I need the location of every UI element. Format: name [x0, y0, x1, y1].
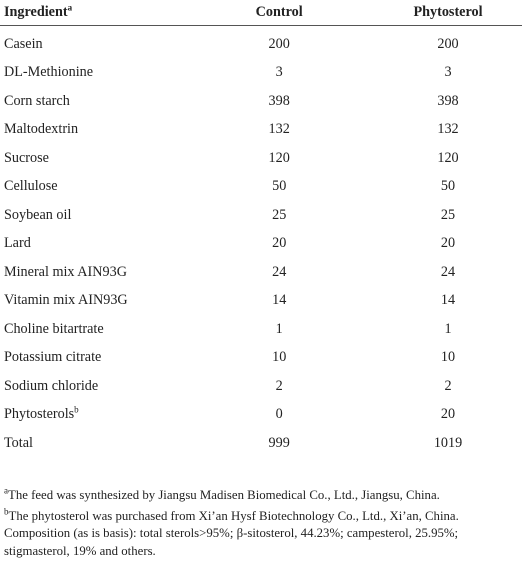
ingredient-name: Maltodextrin — [4, 121, 79, 138]
control-value: 200 — [268, 35, 290, 52]
phytosterol-value: 120 — [437, 149, 459, 166]
phytosterol-value: 398 — [437, 92, 459, 109]
table-row — [0, 144, 522, 173]
table-row — [0, 401, 522, 430]
control-value: 10 — [272, 349, 287, 366]
control-value: 14 — [272, 292, 287, 309]
ingredient-name: Total — [4, 434, 33, 451]
phytosterol-value: 24 — [440, 263, 456, 280]
control-value: 24 — [272, 263, 287, 280]
phytosterol-value: 1 — [444, 320, 452, 337]
header-phytosterol: Phytosterol — [413, 4, 483, 20]
ingredient-name: Corn starch — [4, 92, 70, 109]
phytosterol-value: 132 — [437, 121, 459, 138]
table-footnotes — [0, 487, 522, 563]
table-row — [0, 258, 522, 287]
control-value: 398 — [268, 92, 290, 109]
phytosterol-value: 1019 — [433, 434, 463, 451]
table-row — [0, 344, 522, 373]
table-row — [0, 315, 522, 344]
table-row — [0, 59, 522, 88]
phytosterol-value: 2 — [444, 377, 452, 394]
control-value: 0 — [275, 406, 283, 423]
header-control: Control — [255, 4, 303, 20]
phytosterol-value: 50 — [440, 178, 456, 195]
ingredient-name: Casein — [4, 35, 43, 52]
control-value: 2 — [275, 377, 283, 394]
header-ingredient: Ingredient$^a$ — [4, 2, 73, 20]
ingredient-name: Mineral mix AIN93G — [4, 263, 127, 280]
control-value: 50 — [272, 178, 287, 195]
phytosterol-value: 14 — [440, 292, 456, 309]
ingredient-name: Lard — [4, 235, 31, 252]
control-value: 1 — [275, 320, 283, 337]
phytosterol-value: 25 — [440, 206, 456, 223]
control-value: 999 — [268, 434, 290, 451]
control-value: 20 — [272, 235, 287, 252]
control-value: 132 — [268, 121, 290, 138]
phytosterol-value: 20 — [440, 235, 456, 252]
ingredient-name: Sucrose — [4, 149, 49, 166]
table-row — [0, 25, 522, 59]
ingredient-name: DL-Methionine — [4, 64, 94, 81]
ingredient-name: Sodium chloride — [4, 377, 99, 394]
table-row — [0, 116, 522, 145]
ingredient-name: Potassium citrate — [4, 349, 102, 366]
table-header-row — [0, 0, 522, 25]
phytosterol-value: 200 — [437, 35, 459, 52]
table-row — [0, 287, 522, 316]
table-row — [0, 173, 522, 202]
ingredient-name: Soybean oil — [4, 206, 72, 223]
ingredient-name: Choline bitartrate — [4, 320, 104, 337]
footnote-a: $^a$The feed was synthesized by Jiangsu Madisen Biomedical Co., Ltd., Jiangsu, China. — [4, 485, 440, 502]
table-row — [0, 230, 522, 259]
table-row — [0, 429, 522, 458]
footnote-b: $^b$The phytosterol was purchased from Xi’an Hysf Biotechnology Co., Ltd., Xi’an, China. Composition (as is basis): total sterols>95%; β-sitosterol, 44.23%; campesterol, 25.95%; stigmasterol, 19% and others. — [4, 506, 459, 558]
phytosterol-value: 20 — [440, 406, 456, 423]
header-rule — [0, 25, 522, 26]
ingredient-name: Vitamin mix AIN93G — [4, 292, 128, 309]
phytosterol-value: 3 — [444, 64, 452, 81]
control-value: 120 — [268, 149, 290, 166]
table-row — [0, 372, 522, 401]
ingredient-name: Phytosterols$^b$ — [4, 404, 79, 423]
control-value: 25 — [272, 206, 287, 223]
table-row — [0, 87, 522, 116]
control-value: 3 — [275, 64, 283, 81]
table-row — [0, 201, 522, 230]
ingredient-name: Cellulose — [4, 178, 58, 195]
phytosterol-value: 10 — [440, 349, 456, 366]
